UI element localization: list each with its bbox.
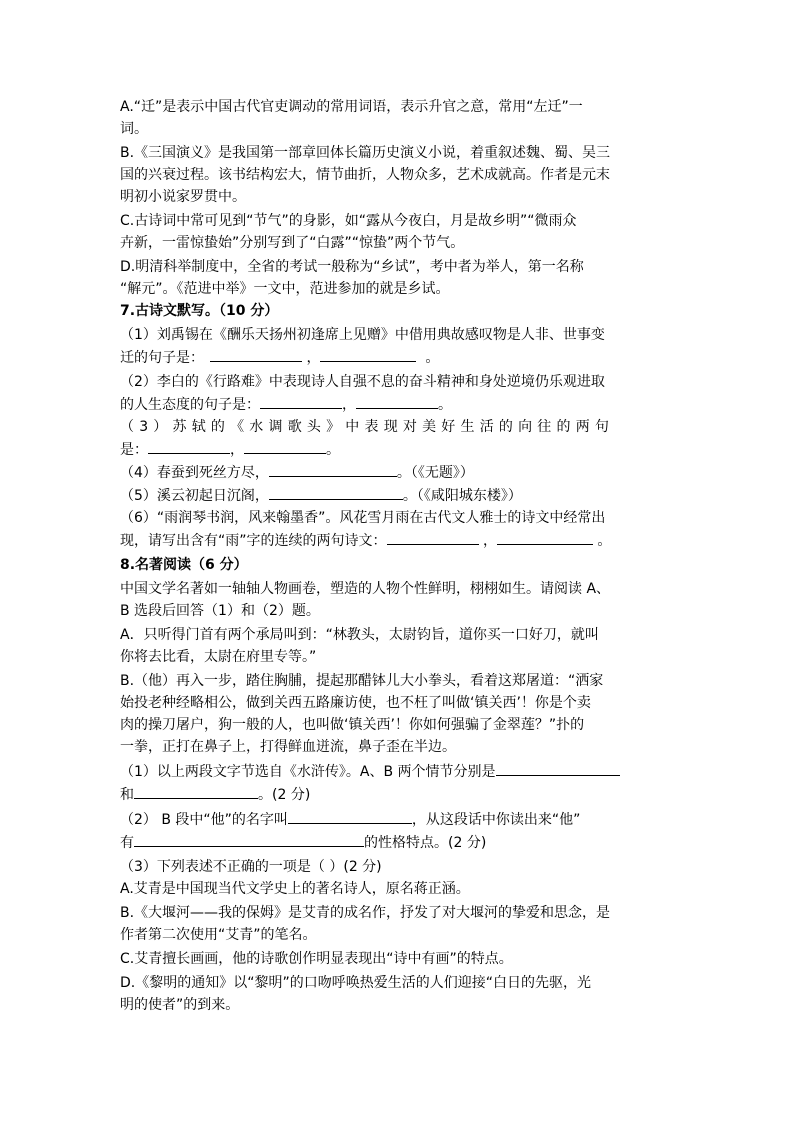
q8-2-text: （2） B 段中“他”的名字叫 [120,812,288,828]
q8-passage-a-line-2: 你将去比看，太尉在府里专等。” [120,649,317,665]
answer-blank[interactable] [497,529,593,545]
q7-6-text: 现，请写出含有“雨”字的连续的两句诗文： [120,533,387,549]
q7-4-source: 。（《无题》） [396,465,474,481]
q7-2-line-1: （2）李白的《行路难》中表现诗人自强不息的奋斗精神和身处逆境仍乐观进取 [120,374,605,390]
q8-1-text: （1）以上两段文字节选自《水浒传》。A、B 两个情节分别是 [120,764,496,780]
q8-intro-line-2: B 选段后回答（1）和（2）题。 [120,603,320,619]
q8-1-and: 和 [120,787,134,803]
q7-4-text: （4）春蚕到死丝方尽， [120,465,269,481]
q8-passage-b-line-4: 一拳，正打在鼻子上，打得鲜血迸流，鼻子歪在半边。 [120,739,456,755]
q8-1-line-2 [120,783,676,806]
answer-blank[interactable] [320,346,416,362]
q8-intro-line-1: 中国文学名著如一轴轴人物画卷，塑造的人物个性鲜明，栩栩如生。请阅读 A、 [120,581,611,597]
q7-3-line-1: （3）苏轼的《水调歌头》中表现对美好生活的向往的两句 [120,419,615,435]
q8-1-score: 。(2 分) [258,787,311,803]
answer-blank[interactable] [148,438,230,454]
q7-2-text: 的人生态度的句子是： [120,397,260,413]
q8-2-score: 的性格特点。(2 分) [364,835,487,851]
q7-5-source: 。（《咸阳城东楼》） [402,488,522,504]
option-d-line-2: “解元”。《范进中举》一文中，范进参加的就是乡试。 [120,281,450,297]
q8-3-option-b-line-1: B.《大堰河——我的保姆》是艾青的成名作，抒发了对大堰河的挚爱和思念，是 [120,905,611,921]
answer-blank[interactable] [288,808,412,824]
answer-blank[interactable] [496,760,620,776]
q8-3-line: （3）下列表述不正确的一项是（ ）(2 分) [120,859,382,875]
option-c-line-1: C.古诗词中常可见到“节气”的身影，如“露从今夜白，月是故乡明”“微雨众 [120,213,577,229]
option-d-line-1: D.明清科举制度中，全省的考试一般称为“乡试”，考中者为举人，第一名称 [120,259,584,275]
q7-3-line-2: 是： ， 。 [120,438,676,461]
q8-3-option-c: C.艾青擅长画画，他的诗歌创作明显表现出“诗中有画”的特点。 [120,951,513,967]
answer-blank[interactable] [260,393,342,409]
q8-3-option-d-line-1: D.《黎明的通知》以“黎明”的口吻呼唤热爱生活的人们迎接“白日的先驱，光 [120,975,591,991]
q8-3-option-d-line-2: 明的使者”的到来。 [120,997,240,1013]
answer-blank[interactable] [356,393,438,409]
q8-passage-b-line-2: 始投老种经略相公，做到关西五路廉访使，也不枉了叫做‘镇关西’！你是个卖 [120,695,591,711]
answer-blank[interactable] [269,461,397,477]
q8-2-have: 有 [120,835,134,851]
option-a-line-1: A.“迁”是表示中国古代官吏调动的常用词语，表示升官之意，常用“左迁”一 [120,99,583,115]
option-b-line-2: 国的兴衰过程。该书结构宏大，情节曲折，人物众多，艺术成就高。作者是元末 [120,167,610,183]
exam-page [120,96,676,1016]
q7-6-line-2: 现，请写出含有“雨”字的连续的两句诗文： ， 。 [120,529,676,552]
answer-blank[interactable] [134,831,364,847]
q8-1-line-1 [120,760,676,783]
q7-2-line-2: 的人生态度的句子是： ， 。 [120,393,676,416]
answer-blank[interactable] [244,438,326,454]
question-7-heading: 7.古诗文默写。（10 分） [120,303,279,319]
question-8-heading: 8.名著阅读（6 分） [120,557,248,573]
q8-2-line-2 [120,831,676,854]
answer-blank[interactable] [134,783,258,799]
q8-passage-a-line-1: A．只听得门首有两个承局叫到：“林教头，太尉钧旨，道你买一口好刀，就叫 [120,627,599,643]
q8-2-line-1 [120,808,676,831]
q7-1-text: 迁的句子是： [120,350,204,366]
answer-blank[interactable] [387,529,479,545]
q7-3-text: 是： [120,442,148,458]
q8-passage-b-line-1: B.（他）再入一步，踏住胸脯，提起那醋钵儿大小拳头，看着这郑屠道：“洒家 [120,673,604,689]
option-b-line-3: 明初小说家罗贯中。 [120,189,246,205]
q8-2-text-b: ，从这段话中你读出来“他” [411,812,581,828]
answer-blank[interactable] [210,346,302,362]
q7-5-line [120,484,676,507]
q7-1-line-2: 迁的句子是： ， 。 [120,346,676,369]
q7-6-line-1: （6）“雨润琴书润，风来翰墨香”。风花雪月雨在古代文人雅士的诗文中经常出 [120,510,606,526]
q7-4-line [120,461,676,484]
q8-passage-b-line-3: 肉的操刀屠户，狗一般的人，也叫做‘镇关西’！你如何强骗了金翠莲？”扑的 [120,717,585,733]
q8-3-option-b-line-2: 作者第二次使用“艾青”的笔名。 [120,927,317,943]
option-c-line-2: 卉新，一雷惊蛰始”分别写到了“白露”“惊蛰”两个节气。 [120,235,465,251]
answer-blank[interactable] [269,484,403,500]
q7-1-line-1: （1）刘禹锡在《酬乐天扬州初逢席上见赠》中借用典故感叹物是人非、世事变 [120,327,605,343]
q7-5-text: （5）溪云初起日沉阁， [120,488,269,504]
option-b-line-1: B.《三国演义》是我国第一部章回体长篇历史演义小说，着重叙述魏、蜀、吴三 [120,145,611,161]
q8-3-option-a: A.艾青是中国现当代文学史上的著名诗人，原名蒋正涵。 [120,881,470,897]
option-a-line-2: 词。 [120,121,148,137]
